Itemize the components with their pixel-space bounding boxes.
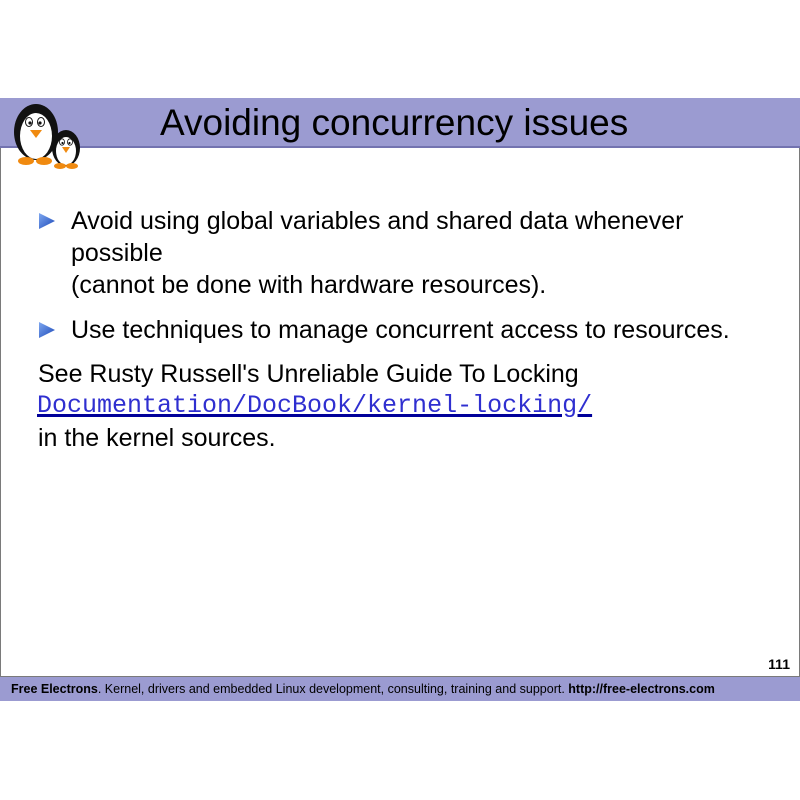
slide bbox=[0, 98, 800, 702]
slide-title: Avoiding concurrency issues bbox=[160, 102, 629, 143]
bullet-text bbox=[71, 314, 771, 346]
bullet-text bbox=[71, 205, 771, 301]
bullet-line: Use techniques to manage concurrent access to resources. bbox=[71, 316, 730, 344]
bullet-line: (cannot be done with hardware resources). bbox=[71, 271, 547, 299]
footer-url[interactable]: http://free-electrons.com bbox=[568, 682, 715, 696]
footer-bar bbox=[0, 677, 800, 701]
title-bar bbox=[0, 98, 800, 148]
reference-intro: See Rusty Russell's Unreliable Guide To Locking bbox=[38, 360, 579, 388]
footer-brand: Free Electrons bbox=[11, 682, 98, 696]
reference-outro: in the kernel sources. bbox=[38, 424, 276, 452]
footer-text bbox=[0, 677, 800, 701]
docbook-link[interactable]: Documentation/DocBook/kernel-locking/ bbox=[37, 391, 593, 420]
page-number: 111 bbox=[768, 656, 790, 672]
bullet-arrow-icon bbox=[38, 212, 56, 230]
bullet-line: possible bbox=[71, 239, 163, 267]
bullet-arrow-icon bbox=[38, 321, 56, 339]
footer-tagline: . Kernel, drivers and embedded Linux development, consulting, training and support. bbox=[97, 682, 569, 696]
bullet-line: Avoid using global variables and shared data whenever bbox=[71, 207, 684, 235]
